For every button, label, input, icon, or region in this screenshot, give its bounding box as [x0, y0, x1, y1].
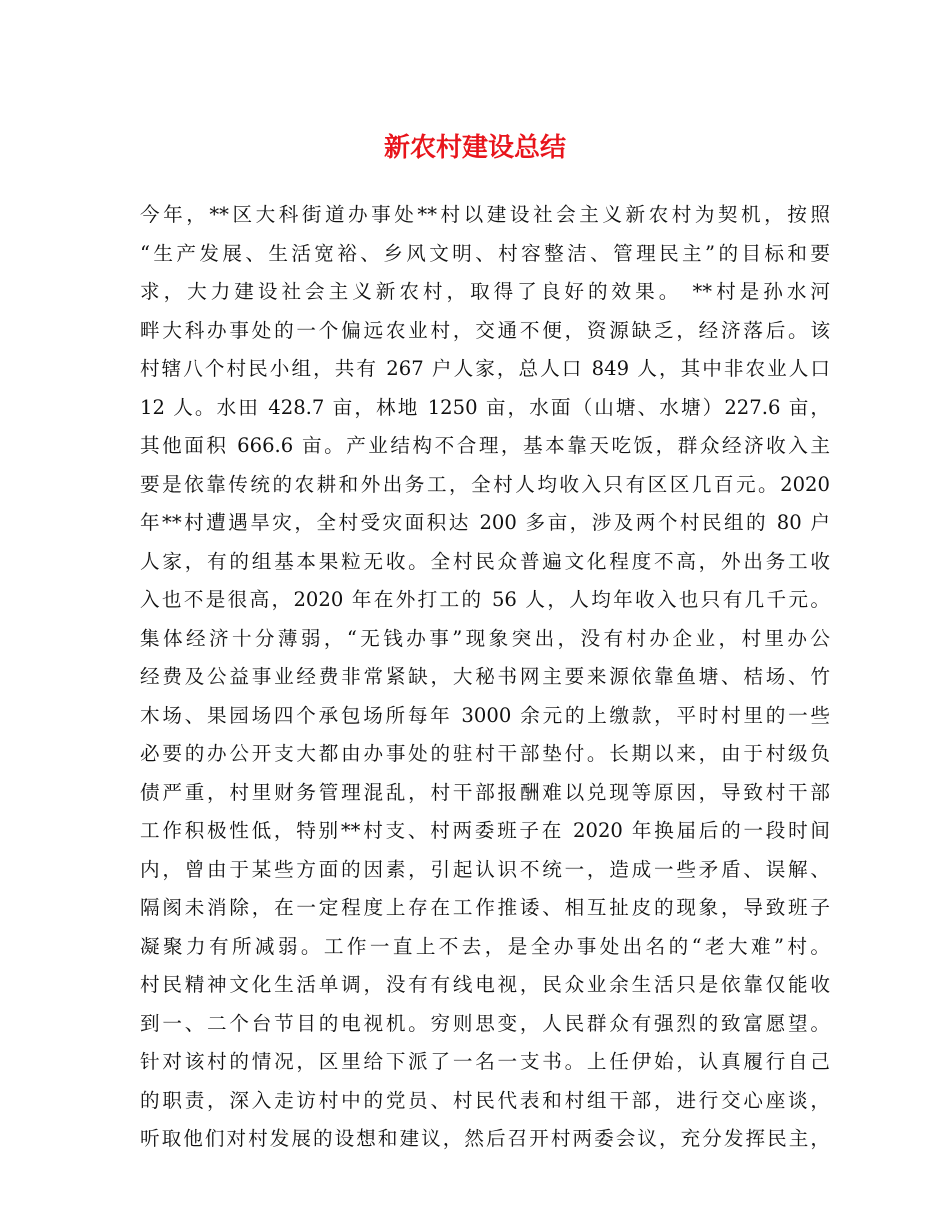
body-line: 12 人。水田 428.7 亩，林地 1250 亩，水面（山塘、水塘）227.6 亩， — [140, 395, 830, 419]
body-line: 今年，**区大科街道办事处**村以建设社会主义新农村为契机，按照 — [140, 203, 830, 226]
body-line: 求，大力建设社会主义新农村，取得了良好的效果。 **村是孙水河 — [140, 280, 830, 303]
document-title: 新农村建设总结 — [383, 133, 566, 163]
body-line: 村民精神文化生活单调，没有有线电视，民众业余生活只是依靠仅能收 — [140, 973, 830, 996]
body-line: 工作积极性低，特别**村支、村两委班子在 2020 年换届后的一段时间 — [140, 819, 830, 842]
body-line: 经费及公益事业经费非常紧缺，大秘书网主要来源依靠鱼塘、桔场、竹 — [140, 665, 830, 688]
body-line: 到一、二个台节目的电视机。穷则思变，人民群众有强烈的致富愿望。 — [140, 1011, 830, 1035]
body-line: 人家，有的组基本果粒无收。全村民众普遍文化程度不高，外出务工收 — [140, 549, 830, 573]
document-body — [140, 196, 830, 1159]
body-line: 债严重，村里财务管理混乱，村干部报酬难以兑现等原因，导致村干部 — [140, 780, 830, 804]
body-line: 要是依靠传统的农耕和外出务工，全村人均收入只有区区几百元。2020 — [140, 472, 830, 496]
body-line: 的职责，深入走访村中的党员、村民代表和村组干部，进行交心座谈， — [140, 1088, 830, 1112]
body-line: “生产发展、生活宽裕、乡风文明、村容整洁、管理民主”的目标和要 — [140, 241, 830, 265]
body-line: 针对该村的情况，区里给下派了一名一支书。上任伊始，认真履行自己 — [140, 1050, 830, 1073]
body-line: 凝聚力有所减弱。工作一直上不去，是全办事处出名的“老大难”村。 — [140, 934, 830, 958]
body-line: 畔大科办事处的一个偏远农业村，交通不便，资源缺乏，经济落后。该 — [140, 318, 830, 342]
body-line: 必要的办公开支大都由办事处的驻村干部垫付。长期以来，由于村级负 — [140, 742, 830, 765]
body-line: 入也不是很高，2020 年在外打工的 56 人，人均年收入也只有几千元。 — [140, 588, 830, 611]
body-line: 其他面积 666.6 亩。产业结构不合理，基本靠天吃饭，群众经济收入主 — [140, 434, 830, 457]
body-line: 年**村遭遇旱灾，全村受灾面积达 200 多亩，涉及两个村民组的 80 户 — [140, 511, 830, 534]
body-line: 隔阂未消除，在一定程度上存在工作推诿、相互扯皮的现象，导致班子 — [140, 896, 830, 919]
body-line: 村辖八个村民小组，共有 267 户人家，总人口 849 人，其中非农业人口 — [140, 357, 830, 380]
body-line: 内，曾由于某些方面的因素，引起认识不统一，造成一些矛盾、误解、 — [140, 857, 830, 881]
body-line: 集体经济十分薄弱，“无钱办事”现象突出，没有村办企业，村里办公 — [140, 626, 830, 650]
body-line: 听取他们对村发展的设想和建议，然后召开村两委会议，充分发挥民主， — [140, 1127, 830, 1150]
body-line: 木场、果园场四个承包场所每年 3000 余元的上缴款，平时村里的一些 — [140, 703, 830, 727]
